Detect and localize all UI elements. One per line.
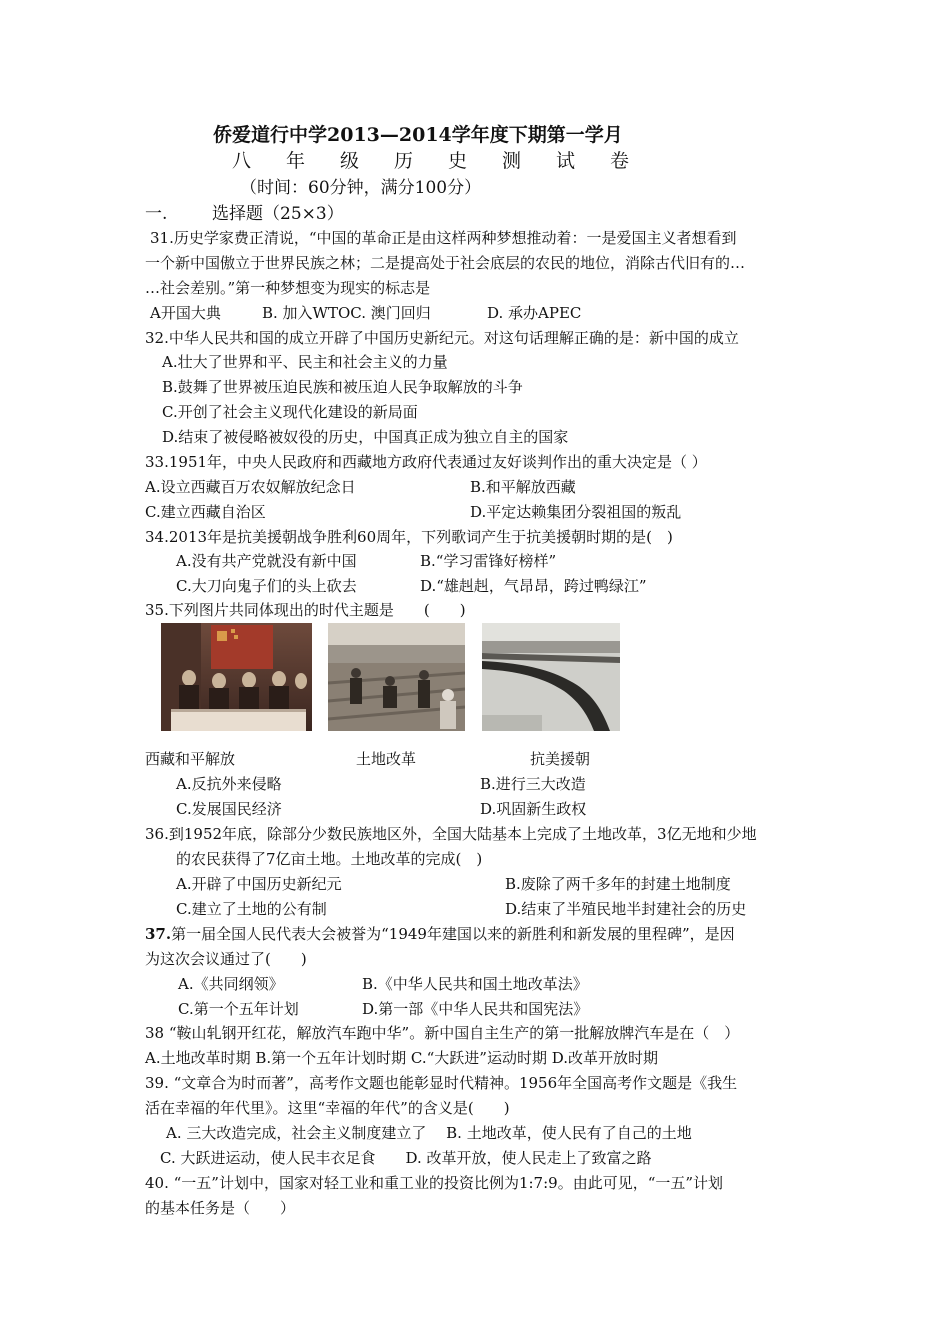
- q35-caption-land-reform: 土地改革: [356, 750, 417, 768]
- q35-option-d: D.巩固新生政权: [480, 800, 587, 818]
- q31-line2: 一个新中国傲立于世界民族之林；二是提高处于社会底层的农民的地位，消除古代旧有的…: [145, 254, 746, 272]
- q36-option-a: A.开辟了中国历史新纪元: [176, 875, 342, 893]
- q33-option-b: B.和平解放西藏: [470, 478, 576, 496]
- q39-line2: 活在幸福的年代里》。这里“幸福的年代”的含义是( ): [145, 1099, 510, 1117]
- section-title: 选择题（25×3）: [212, 204, 344, 224]
- q39-line1: 39. “文章合为时而著”，高考作文题也能彰显时代精神。1956年全国高考作文题是《我生: [145, 1074, 738, 1092]
- q36-line1: 36.到1952年底，除部分少数民族地区外，全国大陆基本上完成了土地改革，3亿无地和少地: [145, 825, 757, 843]
- q35-caption-korean-war: 抗美援朝: [530, 750, 591, 768]
- q33-option-d: D.平定达赖集团分裂祖国的叛乱: [470, 503, 682, 521]
- q31-option-bc: B. 加入WTOC. 澳门回归: [262, 304, 431, 322]
- q32-stem: 32.中华人民共和国的成立开辟了中国历史新纪元。对这句话理解正确的是：新中国的成立: [145, 329, 739, 347]
- q35-caption-tibet: 西藏和平解放: [145, 750, 236, 768]
- q31-option-a: A开国大典: [150, 304, 221, 322]
- tibet-liberation-photo: [161, 623, 312, 731]
- q37-line2: 为这次会议通过了( ): [145, 950, 307, 968]
- q36-option-b: B.废除了两千多年的封建土地制度: [505, 875, 731, 893]
- q37-option-d: D.第一部《中华人民共和国宪法》: [362, 1000, 589, 1018]
- exam-school-title: 侨爱道行中学2013—2014学年度下期第一学月: [213, 124, 623, 146]
- q32-option-d: D.结束了被侵略被奴役的历史，中国真正成为独立自主的国家: [162, 428, 569, 446]
- q38-options: A.土地改革时期 B.第一个五年计划时期 C.“大跃进”运动时期 D.改革开放时期: [145, 1049, 659, 1067]
- q31-line1: 31.历史学家费正清说，“中国的革命正是由这样两种梦想推动着：一是爱国主义者想看到: [150, 229, 737, 247]
- exam-time-info: （时间：60分钟，满分100分）: [240, 178, 482, 198]
- q34-stem: 34.2013年是抗美援朝战争胜利60周年，下列歌词产生于抗美援朝时期的是( ): [145, 528, 673, 546]
- q32-option-c: C.开创了社会主义现代化建设的新局面: [162, 403, 418, 421]
- q34-option-b: B.“学习雷锋好榜样”: [420, 552, 557, 570]
- q36-line2: 的农民获得了7亿亩土地。土地改革的完成( ): [176, 850, 483, 868]
- section-number: 一.: [145, 204, 168, 224]
- q34-option-d: D.“雄赳赳，气昂昂，跨过鸭绿江”: [420, 577, 647, 595]
- q31-option-d: D. 承办APEC: [487, 304, 582, 322]
- land-reform-photo: [328, 623, 465, 731]
- q32-option-a: A.壮大了世界和平、民主和社会主义的力量: [162, 353, 448, 371]
- q38-stem: 38 “鞍山轧钢开红花，解放汽车跑中华”。新中国自主生产的第一批解放牌汽车是在（ ）: [145, 1024, 740, 1042]
- q35-option-c: C.发展国民经济: [176, 800, 282, 818]
- q36-option-c: C.建立了土地的公有制: [176, 900, 327, 918]
- q34-option-c: C.大刀向鬼子们的头上砍去: [176, 577, 357, 595]
- q37-number: 37.: [145, 925, 172, 943]
- q39-options-cd: C. 大跃进运动，使人民丰衣足食 D. 改革开放，使人民走上了致富之路: [160, 1149, 652, 1167]
- q34-option-a: A.没有共产党就没有新中国: [176, 552, 357, 570]
- q33-stem: 33.1951年，中央人民政府和西藏地方政府代表通过友好谈判作出的重大决定是（ ）: [145, 453, 707, 471]
- q37-option-c: C.第一个五年计划: [178, 1000, 299, 1018]
- q37-option-b: B.《中华人民共和国土地改革法》: [362, 975, 588, 993]
- q31-line3: …社会差别。”第一种梦想变为现实的标志是: [145, 279, 431, 297]
- q37-line1: 37.第一届全国人民代表大会被誉为“1949年建国以来的新胜利和新发展的里程碑”，是因: [145, 925, 735, 943]
- q35-stem: 35.下列图片共同体现出的时代主题是 ( ): [145, 601, 466, 619]
- q33-option-a: A.设立西藏百万农奴解放纪念日: [145, 478, 356, 496]
- exam-subtitle: 八 年 级 历 史 测 试 卷: [232, 150, 631, 172]
- q32-option-b: B.鼓舞了世界被压迫民族和被压迫人民争取解放的斗争: [162, 378, 523, 396]
- q39-options-ab: A. 三大改造完成，社会主义制度建立了 B. 土地改革，使人民有了自己的土地: [166, 1124, 692, 1142]
- korean-war-photo: [482, 623, 620, 731]
- q35-option-b: B.进行三大改造: [480, 775, 586, 793]
- q36-option-d: D.结束了半殖民地半封建社会的历史: [505, 900, 747, 918]
- q33-option-c: C.建立西藏自治区: [145, 503, 266, 521]
- q40-line1: 40. “一五”计划中，国家对轻工业和重工业的投资比例为1:7:9。由此可见，“一五”计划: [145, 1174, 724, 1192]
- q40-line2: 的基本任务是（ ）: [145, 1199, 296, 1217]
- q37-option-a: A.《共同纲领》: [178, 975, 284, 993]
- q35-option-a: A.反抗外来侵略: [176, 775, 282, 793]
